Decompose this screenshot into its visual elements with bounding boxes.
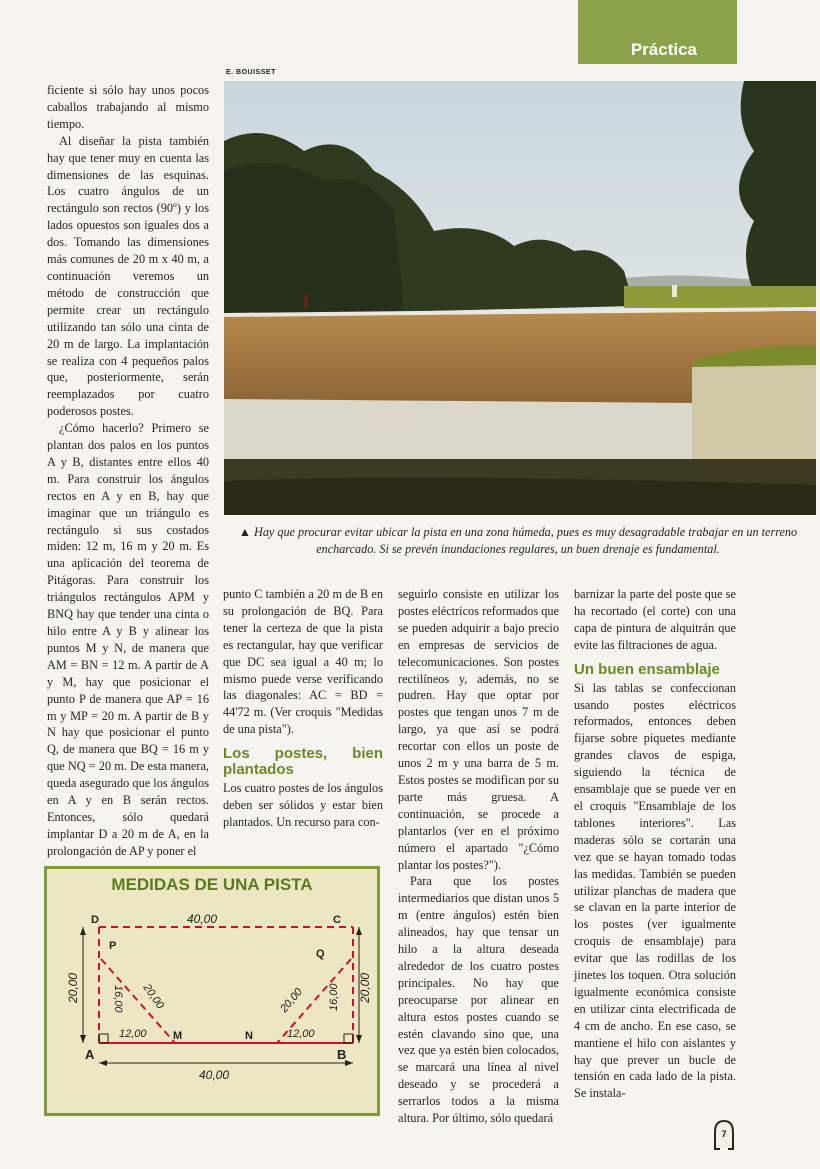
figure-title: MEDIDAS DE UNA PISTA <box>111 875 313 894</box>
measure-nq: 20,00 <box>278 986 305 1015</box>
track-measurements-figure <box>44 866 380 1116</box>
arena-photo <box>224 81 816 515</box>
section-heading: Los postes, bien plantados <box>223 745 383 779</box>
photo-credit: E. BOUISSET <box>226 69 276 76</box>
arrow <box>80 927 86 935</box>
column-4 <box>574 586 736 1102</box>
paragraph: ficiente si sólo hay unos pocos caballos trabajando al mismo tiempo. <box>47 83 209 131</box>
label-p: P <box>109 940 117 952</box>
label-b: B <box>337 1047 347 1062</box>
measure-mp: 20,00 <box>140 981 167 1012</box>
label-q: Q <box>316 948 325 960</box>
arrow <box>356 927 362 935</box>
arena-photo-illustration <box>224 81 816 515</box>
label-n: N <box>245 1030 253 1042</box>
arrow <box>99 1060 107 1066</box>
measure-dc: 40,00 <box>187 912 218 926</box>
label-d: D <box>91 914 99 926</box>
track-diagram <box>47 903 377 1113</box>
page-number-badge <box>710 1118 738 1152</box>
arrow <box>356 1035 362 1043</box>
photo-caption: ▲ Hay que procurar evitar ubicar la pista en una zona húmeda, pues es muy desagradable trabajar en un terreno encharcado. Si se prevén inundaciones regulares, un buen drenaje es fundamental. <box>238 525 798 556</box>
arrow <box>80 1035 86 1043</box>
paragraph: Para que los postes intermediarios que distan unos 5 m (entre ángulos) estén bien alineados, hay que tensar un hilo a la altura deseada alrededor de los cuatro postes principales. No hay que preocuparse por alinear en altura estos postes cuando se estén clavando sino que, una vez que ya estén bien colocados, se marcará una línea al nivel deseado y se procederá a serrarlos todos a la misma altura. Por último, sólo quedará <box>398 874 559 1126</box>
right-angle-b <box>344 1034 353 1043</box>
paragraph: Si las tablas se confeccionan usando postes eléctricos reformados, entonces deben fijarse sobre piquetes mediante grandes clavos de espiga, siguiendo la técnica de ensamblaje que se puede ver en el croquis "Ensamblaje de los tablones interiores". Las maderas sólo se cortarán una vez que se hayan tomado todas las medidas. También se pueden utilizar planchas de madera que se clavan en la parte interior de los postes (ver igualmente croquis de ensamblaje) para evitar que las rodillas de los jinetes los toquen. Otra solución igualmente económica consiste en utilizar cinta electrificada de 4 cm de ancho. En ese caso, se mantiene el hilo con aislantes y hay que prever un bucle de tensión en cada lado de la pista. Se instala- <box>574 680 736 1101</box>
paragraph: barnizar la parte del poste que se ha recortado (el corte) con una capa de pintura de alquitrán que evite las filtraciones de agua. <box>574 587 736 652</box>
label-a: A <box>85 1047 95 1062</box>
paragraph: seguirlo consiste en utilizar los postes eléctricos reformados que se pueden adquirir a bajo precio en empresas de servicios de telecomunicaciones. Son postes rectilíneos y, además, no se pudren. Hay que optar por postes que tengan unos 7 m de largo, ya que así se podrá recortar con ellos un poste de unos 2 m y una barra de 5 m. Estos postes se modifican por su parte más gruesa. A continuación, se procede a plantarlos (ver en el próximo número el apartado "¿Cómo plantar los postes?"). <box>398 587 559 872</box>
label-c: C <box>333 914 341 926</box>
paragraph: Al diseñar la pista también hay que tener muy en cuenta las dimensiones de las esquinas. Los cuatro ángulos de un rectángulo son rectos (90º) y los lados opuestos son iguales dos a dos. Tomando las dimensiones más comunes de 20 m x 40 m, a continuación veremos un método de construcción que permite crear un rectángulo utilizando tan sólo una cinta de 20 m de largo. La implantación se realiza con 4 pequeños palos que, posteriormente, serán reemplazados por cuatro poderosos postes. <box>47 133 209 419</box>
measure-bn: 12,00 <box>287 1028 315 1040</box>
paragraph: Los cuatro postes de los ángulos deben ser sólidos y estar bien plantados. Un recurso para con- <box>223 781 383 829</box>
section-title: Práctica <box>630 40 697 59</box>
measure-am: 12,00 <box>119 1028 147 1040</box>
right-angle-a <box>99 1034 108 1043</box>
section-tab <box>578 0 737 64</box>
page-number: 7 <box>721 1129 727 1139</box>
measure-ap: 16,00 <box>112 985 124 1013</box>
paragraph: punto C también a 20 m de B en su prolongación de BQ. Para tener la certeza de que la pista es rectangular, hay que verificar que DC sea igual a 40 m; lo mismo puede verse verificando las diagonales: AC = BD = 44'72 m. (Ver croquis "Medidas de una pista"). <box>223 587 383 737</box>
measure-cb: 20,00 <box>358 972 372 1003</box>
measure-bq: 16,00 <box>328 983 340 1011</box>
paragraph: ¿Cómo hacerlo? Primero se plantan dos palos en los puntos A y B, distantes entre ellos 40 m. Para construir los ángulos rectos en A y en B, hay que imaginar que un triángulo es rectángulo si sus costados miden: 12 m, 16 m y 20 m. Es una aplicación del teorema de Pitágoras. Para construir los triángulos rectángulos APM y BNQ hay que tender una cinta o hilo entre A y B y alinear los puntos M y N, de manera que AM = BN = 12 m. A partir de A y M, hay que posicionar el punto P de manera que AP = 16 m y MP = 20 m. A partir de B y N hay que posicionar el punto Q, de manera que BQ = 16 m y que NQ = 20 m. De esta manera, queda asegurado que los ángulos en A y en B serán rectos. Entonces, sólo quedará implantar D a 20 m de A, en la prolongación de AP y poner el <box>47 421 209 858</box>
column-2 <box>223 586 383 831</box>
column-3 <box>398 586 559 1127</box>
section-heading: Un buen ensamblaje <box>574 660 720 678</box>
measure-ab: 40,00 <box>199 1068 230 1082</box>
column-1 <box>47 82 209 860</box>
label-m: M <box>173 1030 183 1042</box>
measure-da: 20,00 <box>66 972 80 1003</box>
